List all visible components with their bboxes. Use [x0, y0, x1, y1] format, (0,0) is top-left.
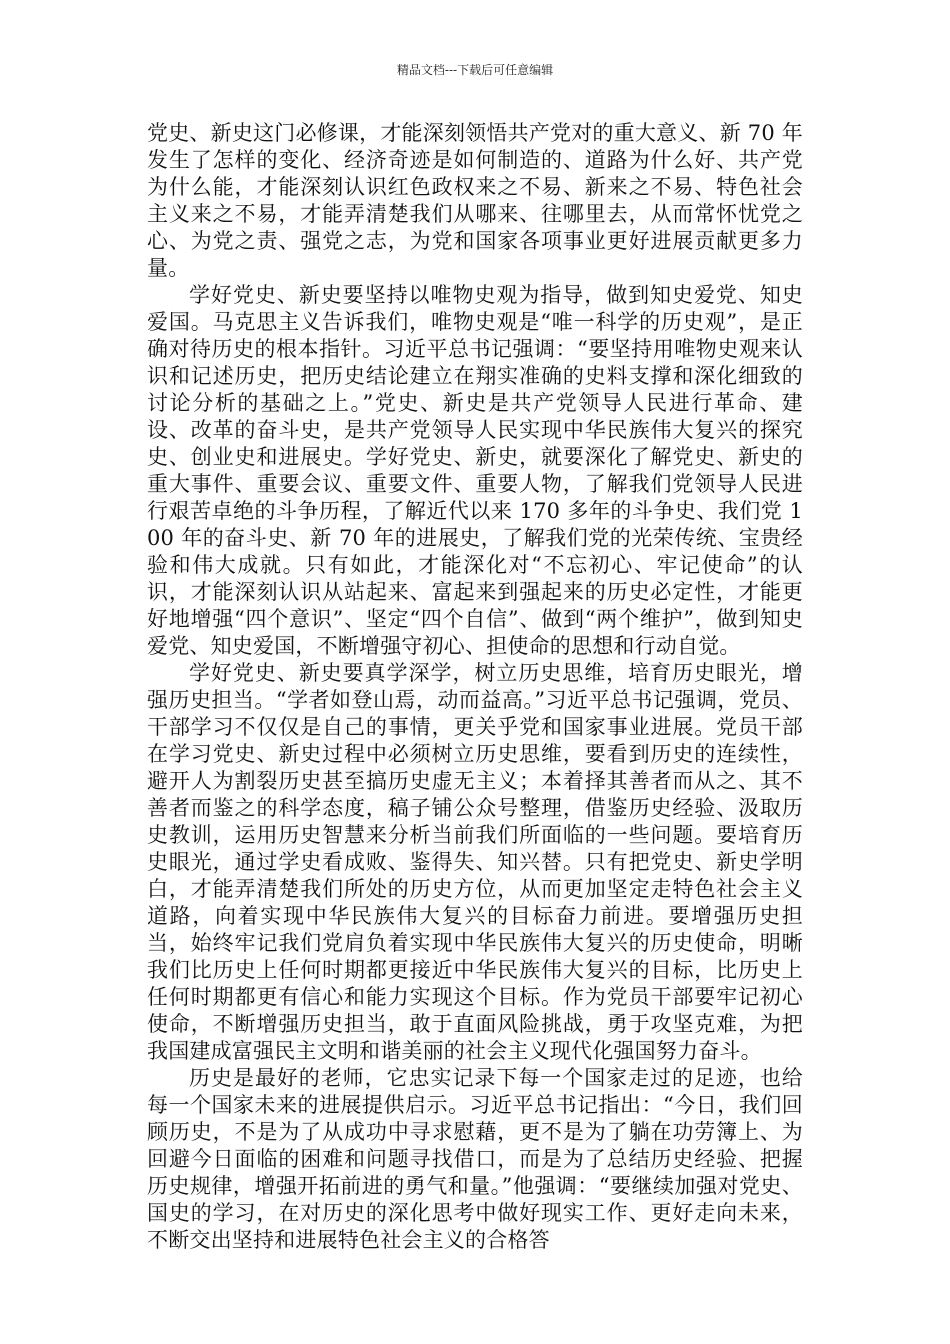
- page-header: 精品文档---下载后可任意编辑: [396, 63, 554, 77]
- paragraph-2: 学好党史、新史要坚持以唯物史观为指导，做到知史爱党、知史爱国。马克思主义告诉我们，唯物史观是“唯一科学的历史观”，是正确对待历史的根本指针。习近平总书记强调：“要坚持用唯物史观来认识和记述历史，把历史结论建立在翔实准确的史料支撑和深化细致的讨论分析的基础之上。”党史、新史是共产党领导人民进行革命、建设、改革的奋斗史，是共产党领导人民实现中华民族伟大复兴的探究史、创业史和进展史。学好党史、新史，就要深化了解党史、新史的重大事件、重要会议、重要文件、重要人物，了解我们党领导人民进行艰苦卓绝的斗争历程，了解近代以来 170 多年的斗争史、我们党 100 年的奋斗史、新 70 年的进展史，了解我们党的光荣传统、宝贵经验和伟大成就。只有如此，才能深化对“不忘初心、牢记使命”的认识，才能深刻认识从站起来、富起来到强起来的历史必定性，才能更好地增强“四个意识”、坚定“四个自信”、做到“两个维护”，做到知史爱党、知史爱国，不断增强守初心、担使命的思想和行动自觉。: [147, 283, 803, 658]
- document-body: [147, 120, 803, 1254]
- paragraph-1: 党史、新史这门必修课，才能深刻领悟共产党对的重大意义、新 70 年发生了怎样的变化、经济奇迹是如何制造的、道路为什么好、共产党为什么能，才能深刻认识红色政权来之不易、新来之不易、特色社会主义来之不易，才能弄清楚我们从哪来、往哪里去，从而常怀忧党之心、为党之责、强党之志，为党和国家各项事业更好进展贡献更多力量。: [147, 121, 803, 280]
- paragraph-4: 历史是最好的老师，它忠实记录下每一个国家走过的足迹，也给每一个国家未来的进展提供启示。习近平总书记指出：“今日，我们回顾历史，不是为了从成功中寻求慰藉，更不是为了躺在功劳簿上、为回避今日面临的困难和问题寻找借口，而是为了总结历史经验、把握历史规律，增强开拓前进的勇气和量。”他强调：“要继续加强对党史、国史的学习，在对历史的深化思考中做好现实工作、更好走向未来，不断交出坚持和进展特色社会主义的合格答: [147, 1066, 803, 1252]
- paragraph-3: 学好党史、新史要真学深学，树立历史思维，培育历史眼光，增强历史担当。“学者如登山焉，动而益高。”习近平总书记强调，党员、干部学习不仅仅是自己的事情，更关乎党和国家事业进展。党员干部在学习党史、新史过程中必须树立历史思维，要看到历史的连续性，避开人为割裂历史甚至搞历史虚无主义；本着择其善者而从之、其不善者而鉴之的科学态度，稿子铺公众号整理，借鉴历史经验、汲取历史教训，运用历史智慧来分析当前我们所面临的一些问题。要培育历史眼光，通过学史看成败、鉴得失、知兴替。只有把党史、新史学明白，才能弄清楚我们所处的历史方位，从而更加坚定走特色社会主义道路，向着实现中华民族伟大复兴的目标奋力前进。要增强历史担当，始终牢记我们党肩负着实现中华民族伟大复兴的历史使命，明晰我们比历史上任何时期都更接近中华民族伟大复兴的目标，比历史上任何时期都更有信心和能力实现这个目标。作为党员干部要牢记初心使命，不断增强历史担当，敢于直面风险挑战，勇于攻坚克难，为把我国建成富强民主文明和谐美丽的社会主义现代化强国努力奋斗。: [147, 661, 803, 1063]
